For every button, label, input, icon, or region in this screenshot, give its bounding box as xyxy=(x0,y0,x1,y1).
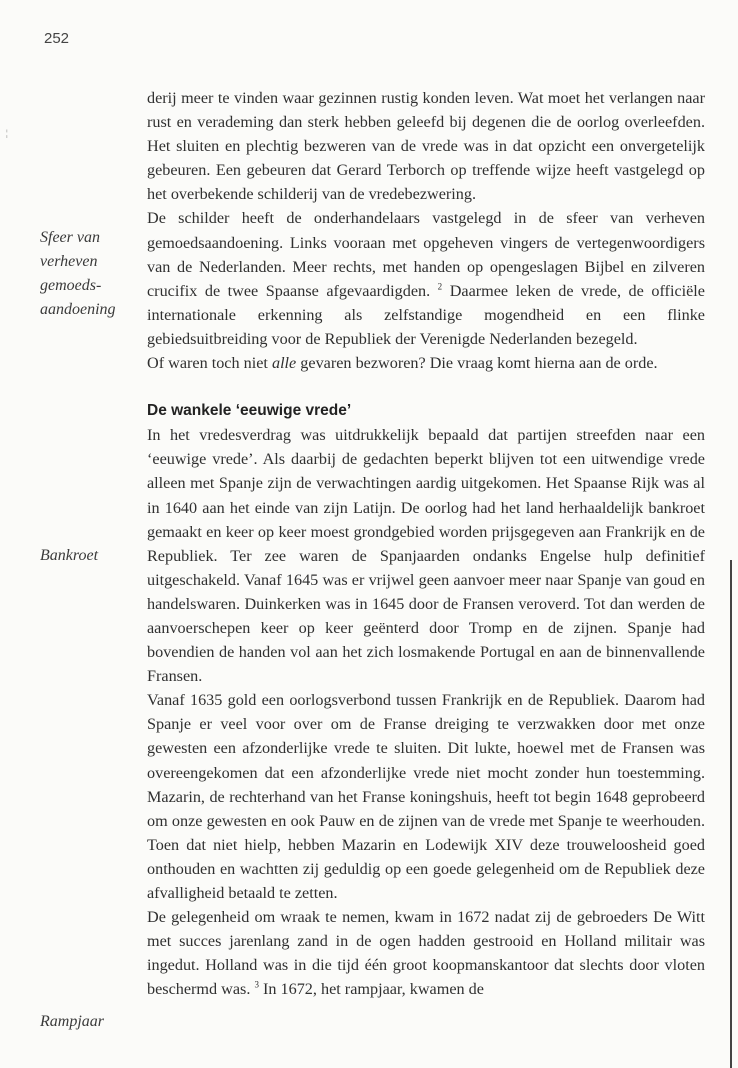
paragraph-6 xyxy=(147,905,705,1001)
section-heading: De wankele ‘eeuwige vrede’ xyxy=(147,402,352,420)
paragraph-3-text: Of waren toch niet xyxy=(147,354,268,373)
paragraph-4: In het vredesverdrag was uitdrukkelijk bepaald dat partijen streefden naar een ‘eeuwige vrede’. Als daarbij de gedachten beperkt blijven tot een uitwendige vrede alleen met Spanje zijn de verwachtingen aardig uitgekomen. Het Spaanse Rijk was al in 1640 aan het einde van zijn Latijn. De oorlog had het land herhaaldelijk bankroet gemaakt en keer op keer moest grondgebied worden prijsgegeven aan Frankrijk en de Republiek. Ter zee waren de Spanjaarden ondanks Engelse hulp definitief uitgeschakeld. Vanaf 1645 was er vrijwel geen aanvoer meer naar Spanje van goud en handelswaren. Duinkerken was in 1645 door de Fransen veroverd. Tot dan werden de aanvoerschepen keer op keer geënterd door Tromp en de zijnen. Spanje had bovendien de handen vol aan het zich losmakende Portugal en aan de binnenvallende Fransen. xyxy=(147,426,705,686)
paragraph-5: Vanaf 1635 gold een oorlogsverbond tussen Frankrijk en de Republiek. Daarom had Spanje er veel voor over om de Franse dreiging te verzwakken door met onze gewesten een afzonderlijke vrede te sluiten. Dit lukte, hoewel met de Fransen was overeengekomen dat een afzonderlijke vrede niet mocht zonder hun toestemming. Mazarin, de rechterhand van het Franse koningshuis, heeft tot begin 1648 geprobeerd om onze gewesten en ook Pauw en de zijnen van de vrede met Spanje te weerhouden. Toen dat niet hielp, hebben Mazarin en Lodewijk XIV deze trouweloosheid goed onthouden en wachtten zij geduldig op een goede gelegenheid om de Republiek deze afvalligheid betaald te zetten. xyxy=(147,691,705,902)
paragraph-3 xyxy=(147,351,705,375)
paragraph-2 xyxy=(147,206,705,351)
paragraph-3-text-cont: gevaren bezworen? Die vraag komt hierna aan de orde. xyxy=(300,354,658,373)
margin-note-line: aandoening xyxy=(40,301,116,319)
binding-edge-rule xyxy=(730,560,732,1068)
margin-note-line: verheven xyxy=(40,253,98,271)
paragraph-1: derij meer te vinden waar gezinnen rustig konden leven. Wat moet het verlangen naar rust en verademing dan sterk hebben geleefd bij degenen die de oorlog overleefden. Het sluiten en plechtig bezweren van de vrede was in dat opzicht een onvergetelijk gebeuren. Een gebeuren dat Gerard Terborch op treffende wijze heeft vastgelegd op het overbekende schilderij van de vredebezwering. xyxy=(147,89,705,204)
margin-note-rampjaar: Rampjaar xyxy=(40,1013,104,1030)
margin-mark: ¦ xyxy=(6,128,8,138)
margin-note-line: Sfeer van xyxy=(40,229,100,246)
paragraph-2-text: De schilder heeft de onderhandelaars vastgelegd in de sfeer van verheven gemoedsaandoening. Links vooraan met opgeheven vingers de vertegenwoordigers van de Nederlanden. Meer rechts, met handen op opengeslagen Bijbel en zilveren crucifix de twee Spaanse afgevaardigden. xyxy=(147,209,705,300)
margin-note-line: gemoeds- xyxy=(40,277,102,295)
page-number: 252 xyxy=(44,30,70,47)
footnote-marker-3: 3 xyxy=(254,979,259,990)
margin-note-bankroet: Bankroet xyxy=(40,547,99,564)
footnote-marker-2: 2 xyxy=(437,281,443,292)
paragraph-6-text-cont: In 1672, het rampjaar, kwamen de xyxy=(262,980,484,999)
margin-note-sfeer xyxy=(40,226,138,322)
body-text xyxy=(147,86,705,1001)
paragraph-6-text: De gelegenheid om wraak te nemen, kwam in 1672 nadat zij de gebroeders De Witt met succes jarenlang zand in de ogen hadden gestrooid en Holland militair was ingedut. Holland was in die tijd één groot koopmanskantoor dat slechts door vloten beschermd was. xyxy=(147,908,705,999)
paragraph-3-emphasis: alle xyxy=(271,354,297,373)
paragraph-2-text-cont: Daarmee leken de vrede, de officiële internationale erkenning als zelfstandige mogendheid en een flinke gebiedsuitbreiding voor de Republiek der Verenigde Nederlanden bezegeld. xyxy=(147,281,705,348)
